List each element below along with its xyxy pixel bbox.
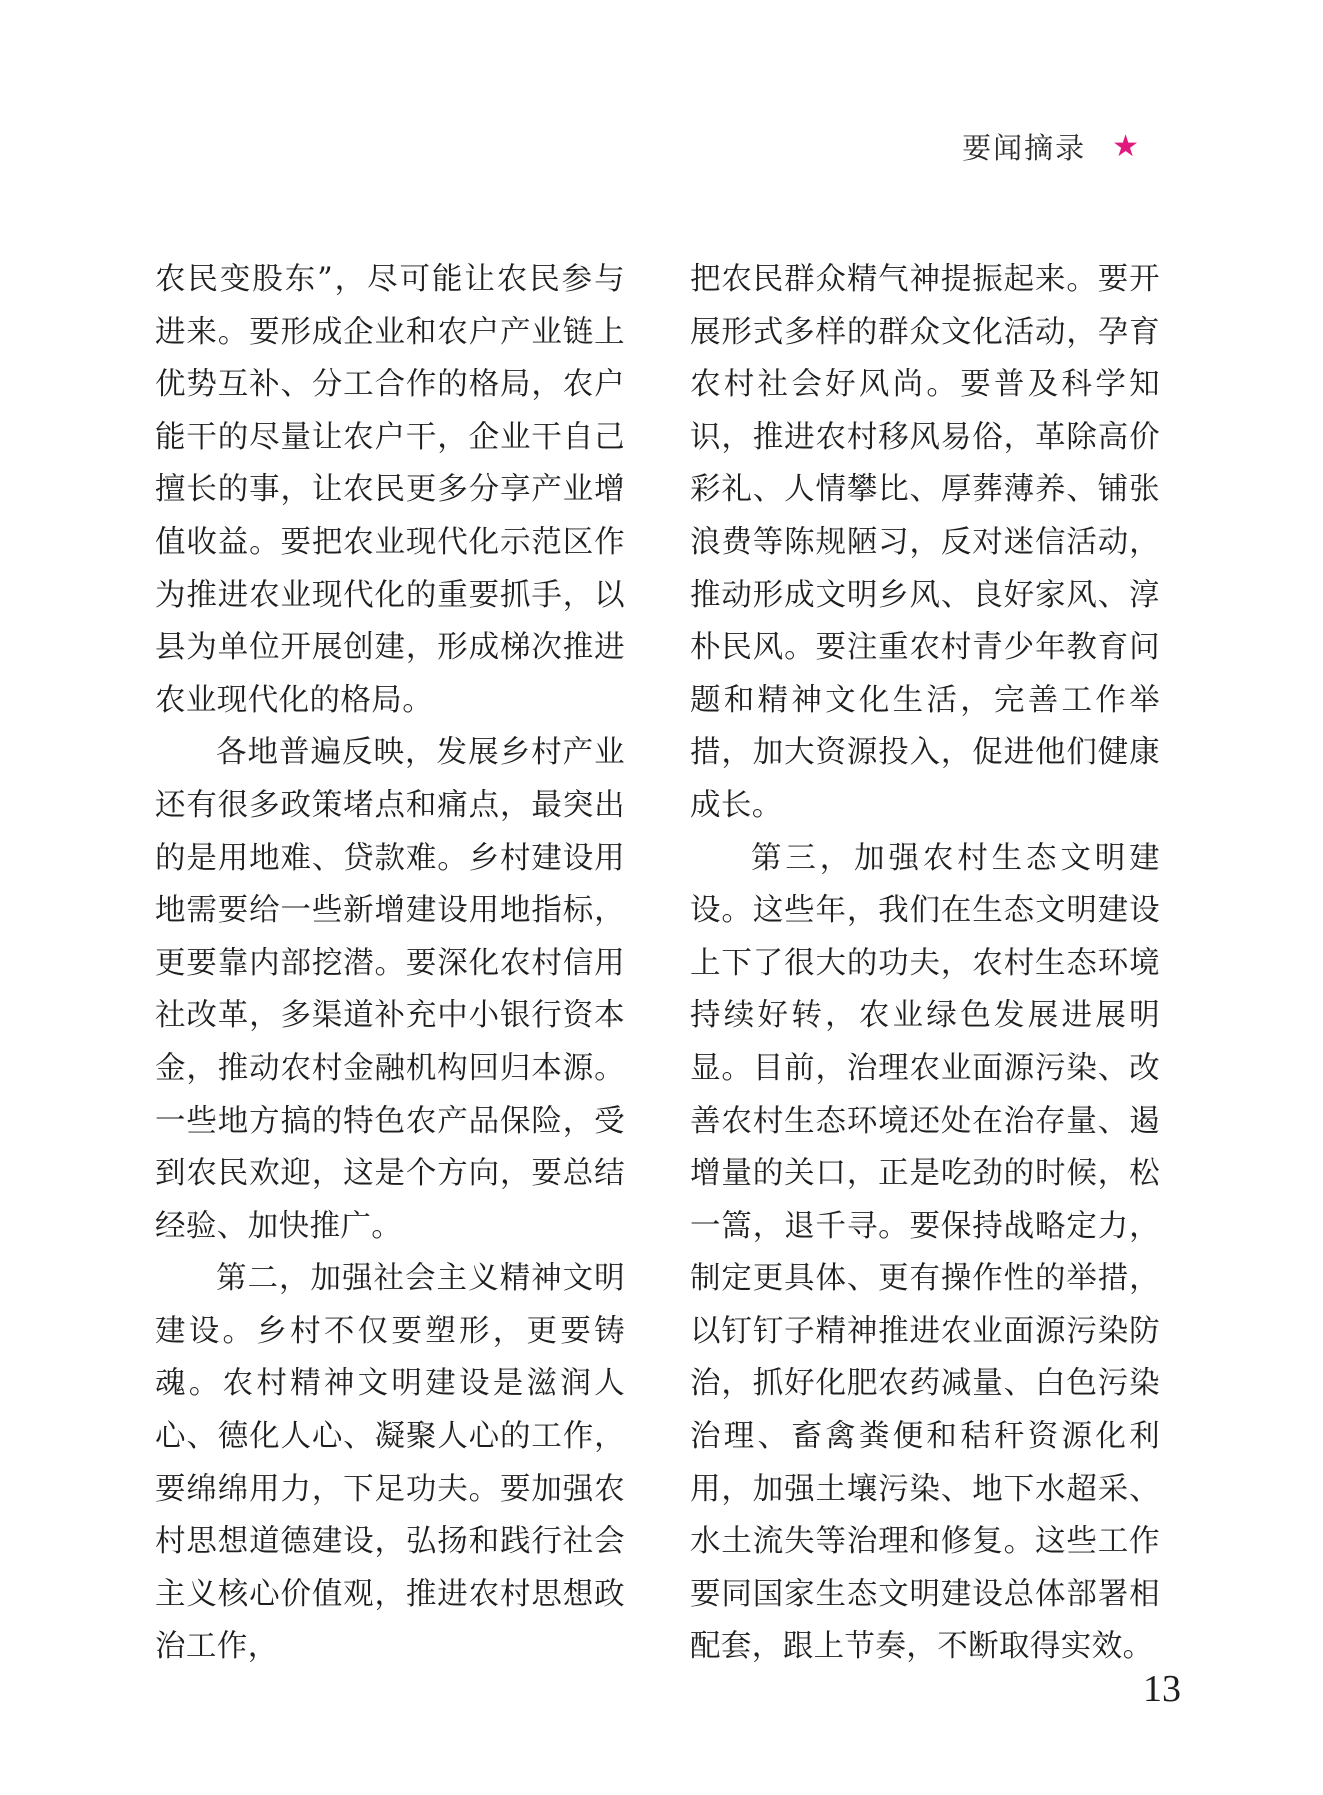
star-icon: ★ [1112,128,1139,164]
left-column [155,254,625,1674]
running-header [962,126,1139,167]
body-paragraph: 把农民群众精气神提振起来。要开展形式多样的群众文化活动，孕育农村社会好风尚。要普及科学知识，推进农村移风易俗，革除高价彩礼、人情攀比、厚葬薄养、铺张浪费等陈规陋习，反对迷信活动，推动形成文明乡风、良好家风、淳朴民风。要注重农村青少年教育问题和精神文化生活，完善工作举措，加大资源投入，促进他们健康成长。 [690,262,1160,823]
right-column [690,254,1160,1674]
body-paragraph: 农民变股东”，尽可能让农民参与进来。要形成企业和农户产业链上优势互补、分工合作的格局，农户能干的尽量让农户干，企业干自己擅长的事，让农民更多分享产业增值收益。要把农业现代化示范区作为推进农业现代化的重要抓手，以县为单位开展创建，形成梯次推进农业现代化的格局。 [155,262,625,718]
section-title: 要闻摘录 [962,131,1087,165]
body-paragraph: 各地普遍反映，发展乡村产业还有很多政策堵点和痛点，最突出的是用地难、贷款难。乡村建设用地需要给一些新增建设用地指标，更要靠内部挖潜。要深化农村信用社改革，多渠道补充中小银行资本金，推动农村金融机构回归本源。一些地方搞的特色农产品保险，受到农民欢迎，这是个方向，要总结经验、加快推广。 [155,735,625,1244]
body-paragraph: 第三，加强农村生态文明建设。这些年，我们在生态文明建设上下了很大的功夫，农村生态环境持续好转，农业绿色发展进展明显。目前，治理农业面源污染、改善农村生态环境还处在治存量、遏增量的关口，正是吃劲的时候，松一篙，退千寻。要保持战略定力，制定更具体、更有操作性的举措，以钉钉子精神推进农业面源污染防治，抓好化肥农药减量、白色污染治理、畜禽粪便和秸秆资源化利用，加强土壤污染、地下水超采、水土流失等治理和修复。这些工作要同国家生态文明建设总体部署相配套，跟上节奏，不断取得实效。 [690,840,1160,1665]
body-paragraph: 第二，加强社会主义精神文明建设。乡村不仅要塑形，更要铸魂。农村精神文明建设是滋润人心、德化人心、凝聚人心的工作，要绵绵用力，下足功夫。要加强农村思想道德建设，弘扬和践行社会主义核心价值观，推进农村思想政治工作， [155,1261,625,1665]
page-number: 13 [1143,1668,1181,1710]
